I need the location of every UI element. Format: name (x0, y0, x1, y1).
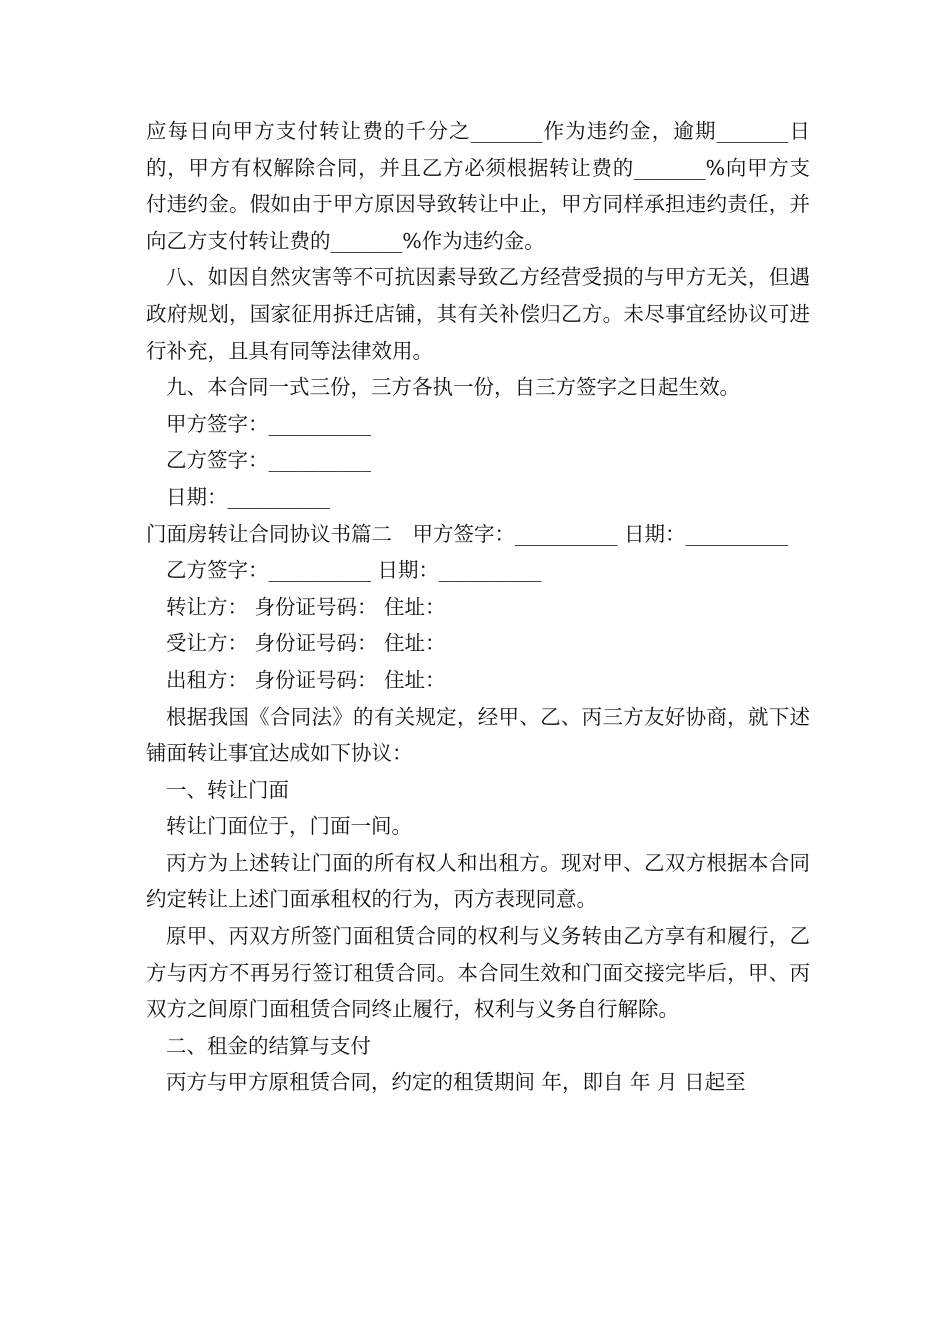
paragraph-clause-eight: 八、如因自然灾害等不可抗因素导致乙方经营受损的与甲方无关，但遇政府规划，国家征用拆迁店铺，其有关补偿归乙方。未尽事宜经协议可进行补充，且具有同等法律效用。 (146, 265, 810, 363)
signature-party-b-date: 乙方签字：__________ 日期：__________ (166, 558, 542, 583)
paragraph-clause-nine: 九、本合同一式三份，三方各执一份，自三方签字之日起生效。 (166, 375, 740, 400)
heading-rent-settlement: 二、租金的结算与支付 (166, 1033, 371, 1058)
paragraph-preamble: 根据我国《合同法》的有关规定，经甲、乙、丙三方友好协商，就下述铺面转让事宜达成如下协议： (146, 704, 810, 766)
signature-party-a: 甲方签字：__________ (166, 411, 371, 436)
document-body (146, 113, 810, 1101)
paragraph-penalty-clause: 应每日向甲方支付转让费的千分之_______作为违约金，逾期_______日的，甲方有权解除合同，并且乙方必须根据转让费的_______%向甲方支付违约金。假如由于甲方原因导致转让中止，甲方同样承担违约责任，并向乙方支付转让费的_______%作为违约金。 (146, 119, 810, 253)
paragraph-lease-period: 丙方与甲方原租赁合同，约定的租赁期间 年，即自 年 月 日起至 (166, 1070, 746, 1095)
paragraph-storefront-location: 转让门面位于，门面一间。 (166, 814, 412, 839)
paragraph-owner-consent: 丙方为上述转让门面的所有权人和出租方。现对甲、乙双方根据本合同约定转让上述门面承租权的行为，丙方表现同意。 (146, 850, 810, 912)
party-transferee: 受让方： 身份证号码： 住址： (166, 631, 446, 656)
signature-party-b: 乙方签字：__________ (166, 448, 371, 473)
paragraph-rights-transfer: 原甲、丙双方所签门面租赁合同的权利与义务转由乙方享有和履行，乙方与丙方不再另行签订租赁合同。本合同生效和门面交接完毕后，甲、丙双方之间原门面租赁合同终止履行，权利与义务自行解除。 (146, 924, 810, 1022)
section-two-heading-line: 门面房转让合同协议书篇二 甲方签字：__________ 日期：__________ (146, 521, 789, 546)
heading-transfer-storefront: 一、转让门面 (166, 777, 289, 802)
party-transferor: 转让方： 身份证号码： 住址： (166, 594, 446, 619)
signature-date: 日期：__________ (166, 484, 330, 509)
party-lessor: 出租方： 身份证号码： 住址： (166, 667, 446, 692)
